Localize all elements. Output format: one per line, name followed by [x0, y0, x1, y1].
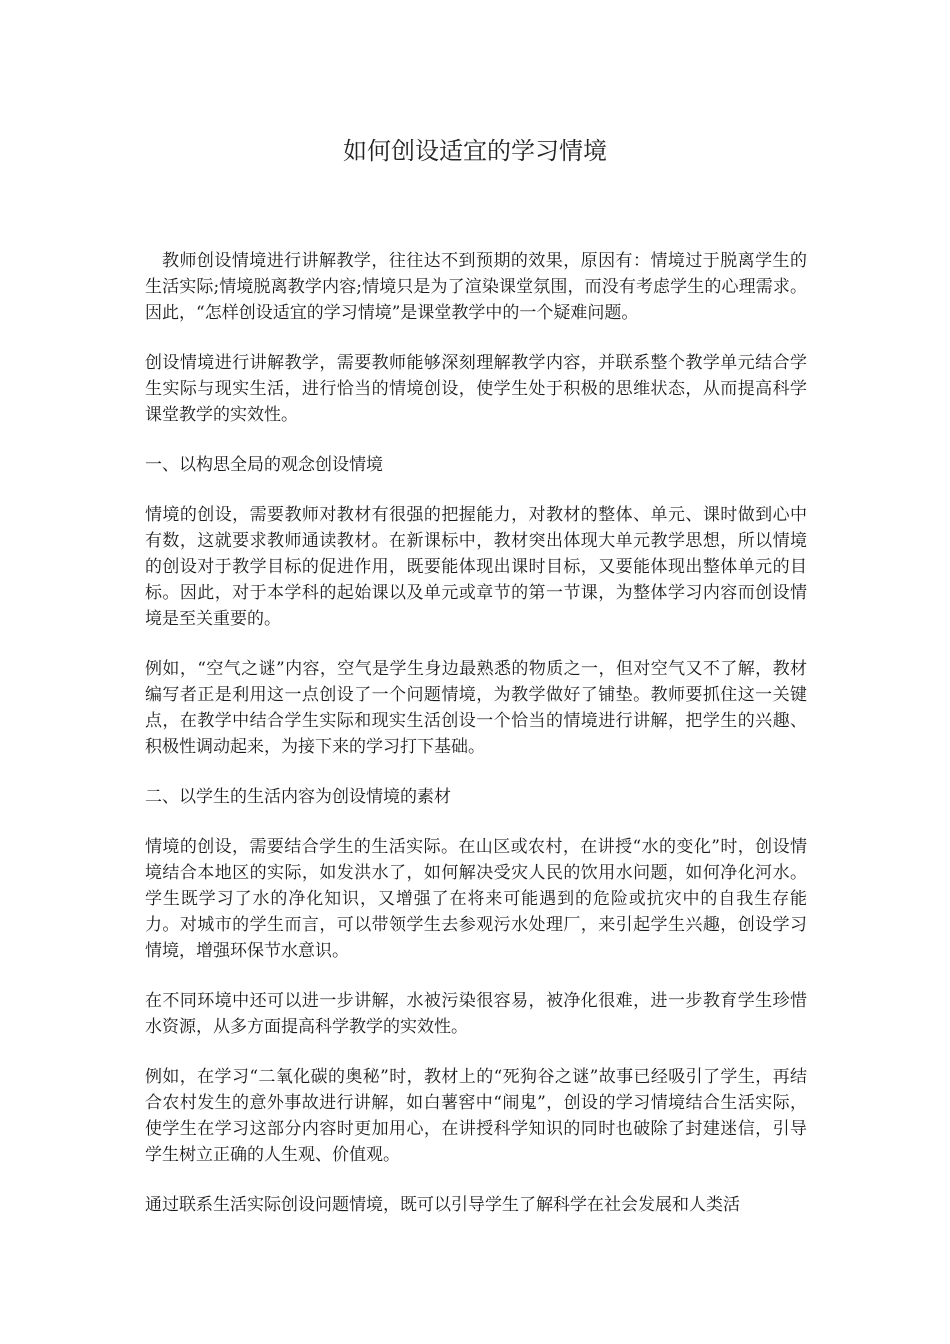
paragraph-intro: 教师创设情境进行讲解教学，往往达不到预期的效果，原因有：情境过于脱离学生的生活实际;情境脱离教学内容;情境只是为了渲染课堂氛围，而没有考虑学生的心理需求。因此，“怎样创设适宜的学习情境”是课堂教学中的一个疑难问题。	[145, 251, 807, 323]
paragraph: 情境的创设，需要教师对教材有很强的把握能力，对教材的整体、单元、课时做到心中有数，这就要求教师通读教材。在新课标中，教材突出体现大单元教学思想，所以情境的创设对于教学目标的促进作用，既要能体现出课时目标，又要能体现出整体单元的目标。因此，对于本学科的起始课以及单元或章节的第一节课，为整体学习内容而创设情境是至关重要的。	[145, 505, 807, 629]
paragraph: 在不同环境中还可以进一步讲解，水被污染很容易，被净化很难，进一步教育学生珍惜水资源，从多方面提高科学教学的实效性。	[145, 991, 807, 1037]
document-body	[145, 248, 807, 1242]
section-heading-2: 二、以学生的生活内容为创设情境的素材	[145, 787, 451, 807]
paragraph: 情境的创设，需要结合学生的生活实际。在山区或农村，在讲授“水的变化”时，创设情境结合本地区的实际，如发洪水了，如何解决受灾人民的饮用水问题，如何净化河水。学生既学习了水的净化知识，又增强了在将来可能遇到的危险或抗灾中的自我生存能力。对城市的学生而言，可以带领学生去参观污水处理厂，来引起学生兴趣，创设学习情境，增强环保节水意识。	[145, 837, 807, 961]
paragraph: 例如，“空气之谜”内容，空气是学生身边最熟悉的物质之一，但对空气又不了解，教材编写者正是利用这一点创设了一个问题情境，为教学做好了铺垫。教师要抓住这一关键点，在教学中结合学生实际和现实生活创设一个恰当的情境进行讲解，把学生的兴趣、积极性调动起来，为接下来的学习打下基础。	[145, 659, 807, 757]
section-heading-1: 一、以构思全局的观念创设情境	[145, 455, 383, 475]
paragraph-truncated: 通过联系生活实际创设问题情境，既可以引导学生了解科学在社会发展和人类活	[145, 1195, 740, 1215]
paragraph: 例如，在学习“二氧化碳的奥秘”时，教材上的“死狗谷之谜”故事已经吸引了学生，再结合农村发生的意外事故进行讲解，如白薯窖中“闹鬼”，创设的学习情境结合生活实际，使学生在学习这部分内容时更加用心，在讲授科学知识的同时也破除了封建迷信，引导学生树立正确的人生观、价值观。	[145, 1067, 807, 1165]
paragraph: 创设情境进行讲解教学，需要教师能够深刻理解教学内容，并联系整个教学单元结合学生实际与现实生活，进行恰当的情境创设，使学生处于积极的思维状态，从而提高科学课堂教学的实效性。	[145, 353, 807, 425]
document-title: 如何创设适宜的学习情境	[343, 137, 607, 165]
